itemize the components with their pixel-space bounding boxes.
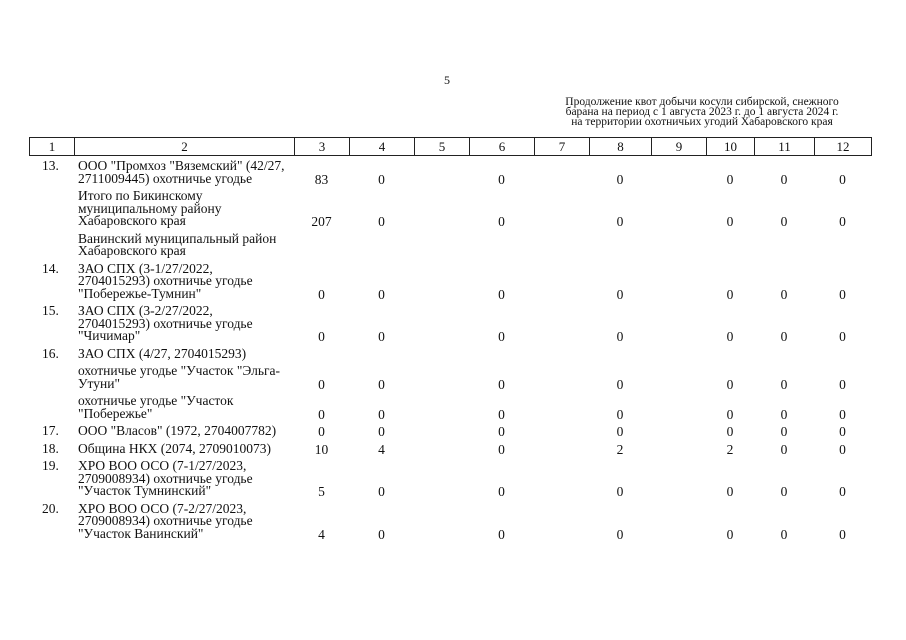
cell-col-6: 0 xyxy=(498,329,505,344)
row-name: ЗАО СПХ (3-2/27/2022, 2704015293) охотничье угодье "Чичимар" xyxy=(78,303,253,343)
cell-col-8: 0 xyxy=(616,286,624,302)
row-name: ЗАО СПХ (3-1/27/2022, 2704015293) охотничье угодье "Побережье-Тумнин" xyxy=(78,260,253,301)
cell-col-9 xyxy=(651,458,706,501)
cell-col-3: 207 xyxy=(311,214,332,229)
cell-col-7 xyxy=(534,458,589,501)
cell-col-3: 10 xyxy=(314,441,329,457)
cell-col-10: 0 xyxy=(726,214,734,229)
cell-col-8: 0 xyxy=(616,171,624,187)
table-row xyxy=(29,363,871,393)
cell-col-5 xyxy=(414,363,469,393)
row-name: ООО "Промхоз "Вяземский" (42/27, 2711009445) охотничье угодье xyxy=(78,158,285,186)
cell-col-12: 0 xyxy=(839,286,846,302)
cell-col-11: 0 xyxy=(780,329,788,344)
column-header: 8 xyxy=(590,138,652,156)
cell-col-4: 0 xyxy=(378,406,385,422)
cell-col-5 xyxy=(414,441,469,459)
cell-col-4 xyxy=(349,346,414,364)
table-row xyxy=(29,231,871,261)
table-row xyxy=(29,501,871,544)
cell-col-10: 0 xyxy=(726,171,734,187)
column-header: 1 xyxy=(30,138,75,156)
row-number xyxy=(29,231,74,261)
row-name: ХРО ВОО ОСО (7-2/27/2023, 2709008934) охотничье угодье "Участок Ванинский" xyxy=(78,500,253,541)
cell-col-8: 0 xyxy=(616,376,624,392)
cell-col-9 xyxy=(651,363,706,393)
cell-col-11 xyxy=(754,346,814,364)
cell-col-7 xyxy=(534,261,589,304)
cell-col-12: 0 xyxy=(839,526,846,542)
cell-col-9 xyxy=(651,231,706,261)
column-header: 5 xyxy=(415,138,470,156)
cell-col-12: 0 xyxy=(839,214,846,229)
cell-col-8: 0 xyxy=(616,406,624,422)
cell-col-10: 0 xyxy=(726,424,734,439)
table-row xyxy=(29,441,871,459)
cell-col-7 xyxy=(534,303,589,346)
cell-col-9 xyxy=(651,423,706,441)
cell-col-12: 0 xyxy=(839,406,846,422)
column-header: 9 xyxy=(652,138,707,156)
column-header: 3 xyxy=(295,138,350,156)
cell-col-5 xyxy=(414,393,469,423)
cell-col-11: 0 xyxy=(780,214,788,229)
page-number: 5 xyxy=(444,73,450,87)
quota-table xyxy=(29,158,871,543)
cell-col-12: 0 xyxy=(839,484,846,499)
table-row xyxy=(29,458,871,501)
row-name: ЗАО СПХ (4/27, 2704015293) xyxy=(78,345,247,361)
cell-col-5 xyxy=(414,346,469,364)
row-name: Община НКХ (2074, 2709010073) xyxy=(78,440,271,456)
cell-col-9 xyxy=(651,441,706,459)
cell-col-9 xyxy=(651,303,706,346)
cell-col-9 xyxy=(651,393,706,423)
cell-col-8: 0 xyxy=(616,526,624,542)
cell-col-10 xyxy=(706,346,754,364)
cell-col-11: 0 xyxy=(780,171,788,187)
cell-col-9 xyxy=(651,261,706,304)
cell-col-5 xyxy=(414,501,469,544)
cell-col-4: 0 xyxy=(378,171,385,187)
cell-col-10 xyxy=(706,231,754,261)
cell-col-6 xyxy=(469,346,534,364)
cell-col-7 xyxy=(534,188,589,231)
cell-col-10: 0 xyxy=(726,484,734,499)
cell-col-4: 0 xyxy=(378,424,385,439)
cell-col-10: 0 xyxy=(726,526,734,542)
cell-col-11: 0 xyxy=(780,286,788,302)
row-name: Итого по Бикинскому муниципальному району Хабаровского края xyxy=(78,188,222,228)
row-number: 17. xyxy=(42,423,59,438)
cell-col-10: 2 xyxy=(726,441,734,457)
cell-col-7 xyxy=(534,423,589,441)
row-name: Ванинский муниципальный район Хабаровского края xyxy=(78,230,277,258)
cell-col-6: 0 xyxy=(498,214,505,229)
cell-col-7 xyxy=(534,363,589,393)
row-name: ХРО ВОО ОСО (7-1/27/2023, 2709008934) охотничье угодье "Участок Тумнинский" xyxy=(78,458,253,498)
cell-col-3: 0 xyxy=(318,424,325,439)
cell-col-9 xyxy=(651,158,706,188)
cell-col-3: 83 xyxy=(314,171,329,187)
table-row xyxy=(29,423,871,441)
cell-col-3: 0 xyxy=(318,286,325,302)
column-header: 12 xyxy=(815,138,872,156)
cell-col-9 xyxy=(651,346,706,364)
cell-col-12: 0 xyxy=(839,441,846,457)
continuation-title-line1: Продолжение квот добычи косули сибирской, снежного xyxy=(565,96,839,108)
cell-col-5 xyxy=(414,158,469,188)
cell-col-6: 0 xyxy=(498,171,505,187)
cell-col-7 xyxy=(534,441,589,459)
cell-col-12 xyxy=(814,231,871,261)
cell-col-11: 0 xyxy=(780,424,788,439)
cell-col-5 xyxy=(414,423,469,441)
cell-col-7 xyxy=(534,158,589,188)
row-number: 20. xyxy=(42,500,59,516)
cell-col-12 xyxy=(814,346,871,364)
column-header: 4 xyxy=(350,138,415,156)
cell-col-7 xyxy=(534,393,589,423)
cell-col-8: 2 xyxy=(616,441,624,457)
cell-col-7 xyxy=(534,231,589,261)
row-name: охотничье угодье "Участок "Эльга-Утуни" xyxy=(78,363,280,391)
cell-col-3 xyxy=(294,346,349,364)
table-row xyxy=(29,158,871,188)
cell-col-6: 0 xyxy=(498,286,505,302)
cell-col-6: 0 xyxy=(498,526,505,542)
cell-col-11: 0 xyxy=(780,526,788,542)
cell-col-5 xyxy=(414,231,469,261)
cell-col-3: 5 xyxy=(318,484,325,499)
cell-col-12: 0 xyxy=(839,171,846,187)
continuation-title-line2: барана на период с 1 августа 2023 г. до 1 августа 2024 г. xyxy=(565,106,839,118)
cell-col-9 xyxy=(651,501,706,544)
cell-col-6: 0 xyxy=(498,406,505,422)
cell-col-8: 0 xyxy=(616,214,624,229)
table-row xyxy=(29,393,871,423)
cell-col-12: 0 xyxy=(839,424,846,439)
table-row xyxy=(29,188,871,231)
row-number xyxy=(29,393,74,423)
cell-col-5 xyxy=(414,188,469,231)
cell-col-8: 0 xyxy=(616,484,624,499)
cell-col-3 xyxy=(294,231,349,261)
cell-col-6: 0 xyxy=(498,484,505,499)
cell-col-10: 0 xyxy=(726,329,734,344)
row-number: 16. xyxy=(42,345,59,361)
cell-col-10: 0 xyxy=(726,406,734,422)
cell-col-4 xyxy=(349,231,414,261)
row-name: ООО "Власов" (1972, 2704007782) xyxy=(78,423,277,438)
row-number: 13. xyxy=(42,158,59,173)
cell-col-10: 0 xyxy=(726,376,734,392)
cell-col-4: 0 xyxy=(378,286,385,302)
column-header: 2 xyxy=(75,138,295,156)
column-header-row xyxy=(29,137,872,156)
cell-col-6: 0 xyxy=(498,441,505,457)
cell-col-11: 0 xyxy=(780,376,788,392)
cell-col-5 xyxy=(414,261,469,304)
column-header: 11 xyxy=(755,138,815,156)
cell-col-5 xyxy=(414,458,469,501)
column-header: 6 xyxy=(470,138,535,156)
column-header: 7 xyxy=(535,138,590,156)
table-row xyxy=(29,261,871,304)
cell-col-7 xyxy=(534,346,589,364)
cell-col-8: 0 xyxy=(616,424,624,439)
row-number xyxy=(29,363,74,393)
cell-col-12: 0 xyxy=(839,329,846,344)
cell-col-4: 0 xyxy=(378,526,385,542)
cell-col-8: 0 xyxy=(616,329,624,344)
row-number: 19. xyxy=(42,458,59,473)
cell-col-3: 4 xyxy=(318,526,325,542)
row-number: 18. xyxy=(42,440,59,456)
cell-col-11: 0 xyxy=(780,484,788,499)
row-number xyxy=(29,188,74,231)
cell-col-7 xyxy=(534,501,589,544)
cell-col-11: 0 xyxy=(780,406,788,422)
table-row xyxy=(29,303,871,346)
table-row xyxy=(29,346,871,364)
cell-col-11: 0 xyxy=(780,441,788,457)
cell-col-9 xyxy=(651,188,706,231)
row-number: 14. xyxy=(42,260,59,276)
cell-col-8 xyxy=(589,231,651,261)
cell-col-12: 0 xyxy=(839,376,846,392)
cell-col-6: 0 xyxy=(498,424,505,439)
cell-col-6 xyxy=(469,231,534,261)
cell-col-8 xyxy=(589,346,651,364)
cell-col-4: 0 xyxy=(378,376,385,392)
cell-col-3: 0 xyxy=(318,376,325,392)
cell-col-4: 0 xyxy=(378,329,385,344)
continuation-title-line3: на территории охотничьих угодий Хабаровского края xyxy=(571,116,833,128)
cell-col-5 xyxy=(414,303,469,346)
cell-col-6: 0 xyxy=(498,376,505,392)
continuation-title xyxy=(546,97,858,127)
column-header: 10 xyxy=(707,138,755,156)
cell-col-4: 0 xyxy=(378,484,385,499)
cell-col-3: 0 xyxy=(318,406,325,422)
cell-col-4: 4 xyxy=(378,441,385,457)
row-number: 15. xyxy=(42,303,59,318)
cell-col-10: 0 xyxy=(726,286,734,302)
cell-col-4: 0 xyxy=(378,214,385,229)
row-name: охотничье угодье "Участок "Побережье" xyxy=(78,393,234,421)
cell-col-11 xyxy=(754,231,814,261)
cell-col-3: 0 xyxy=(318,329,325,344)
